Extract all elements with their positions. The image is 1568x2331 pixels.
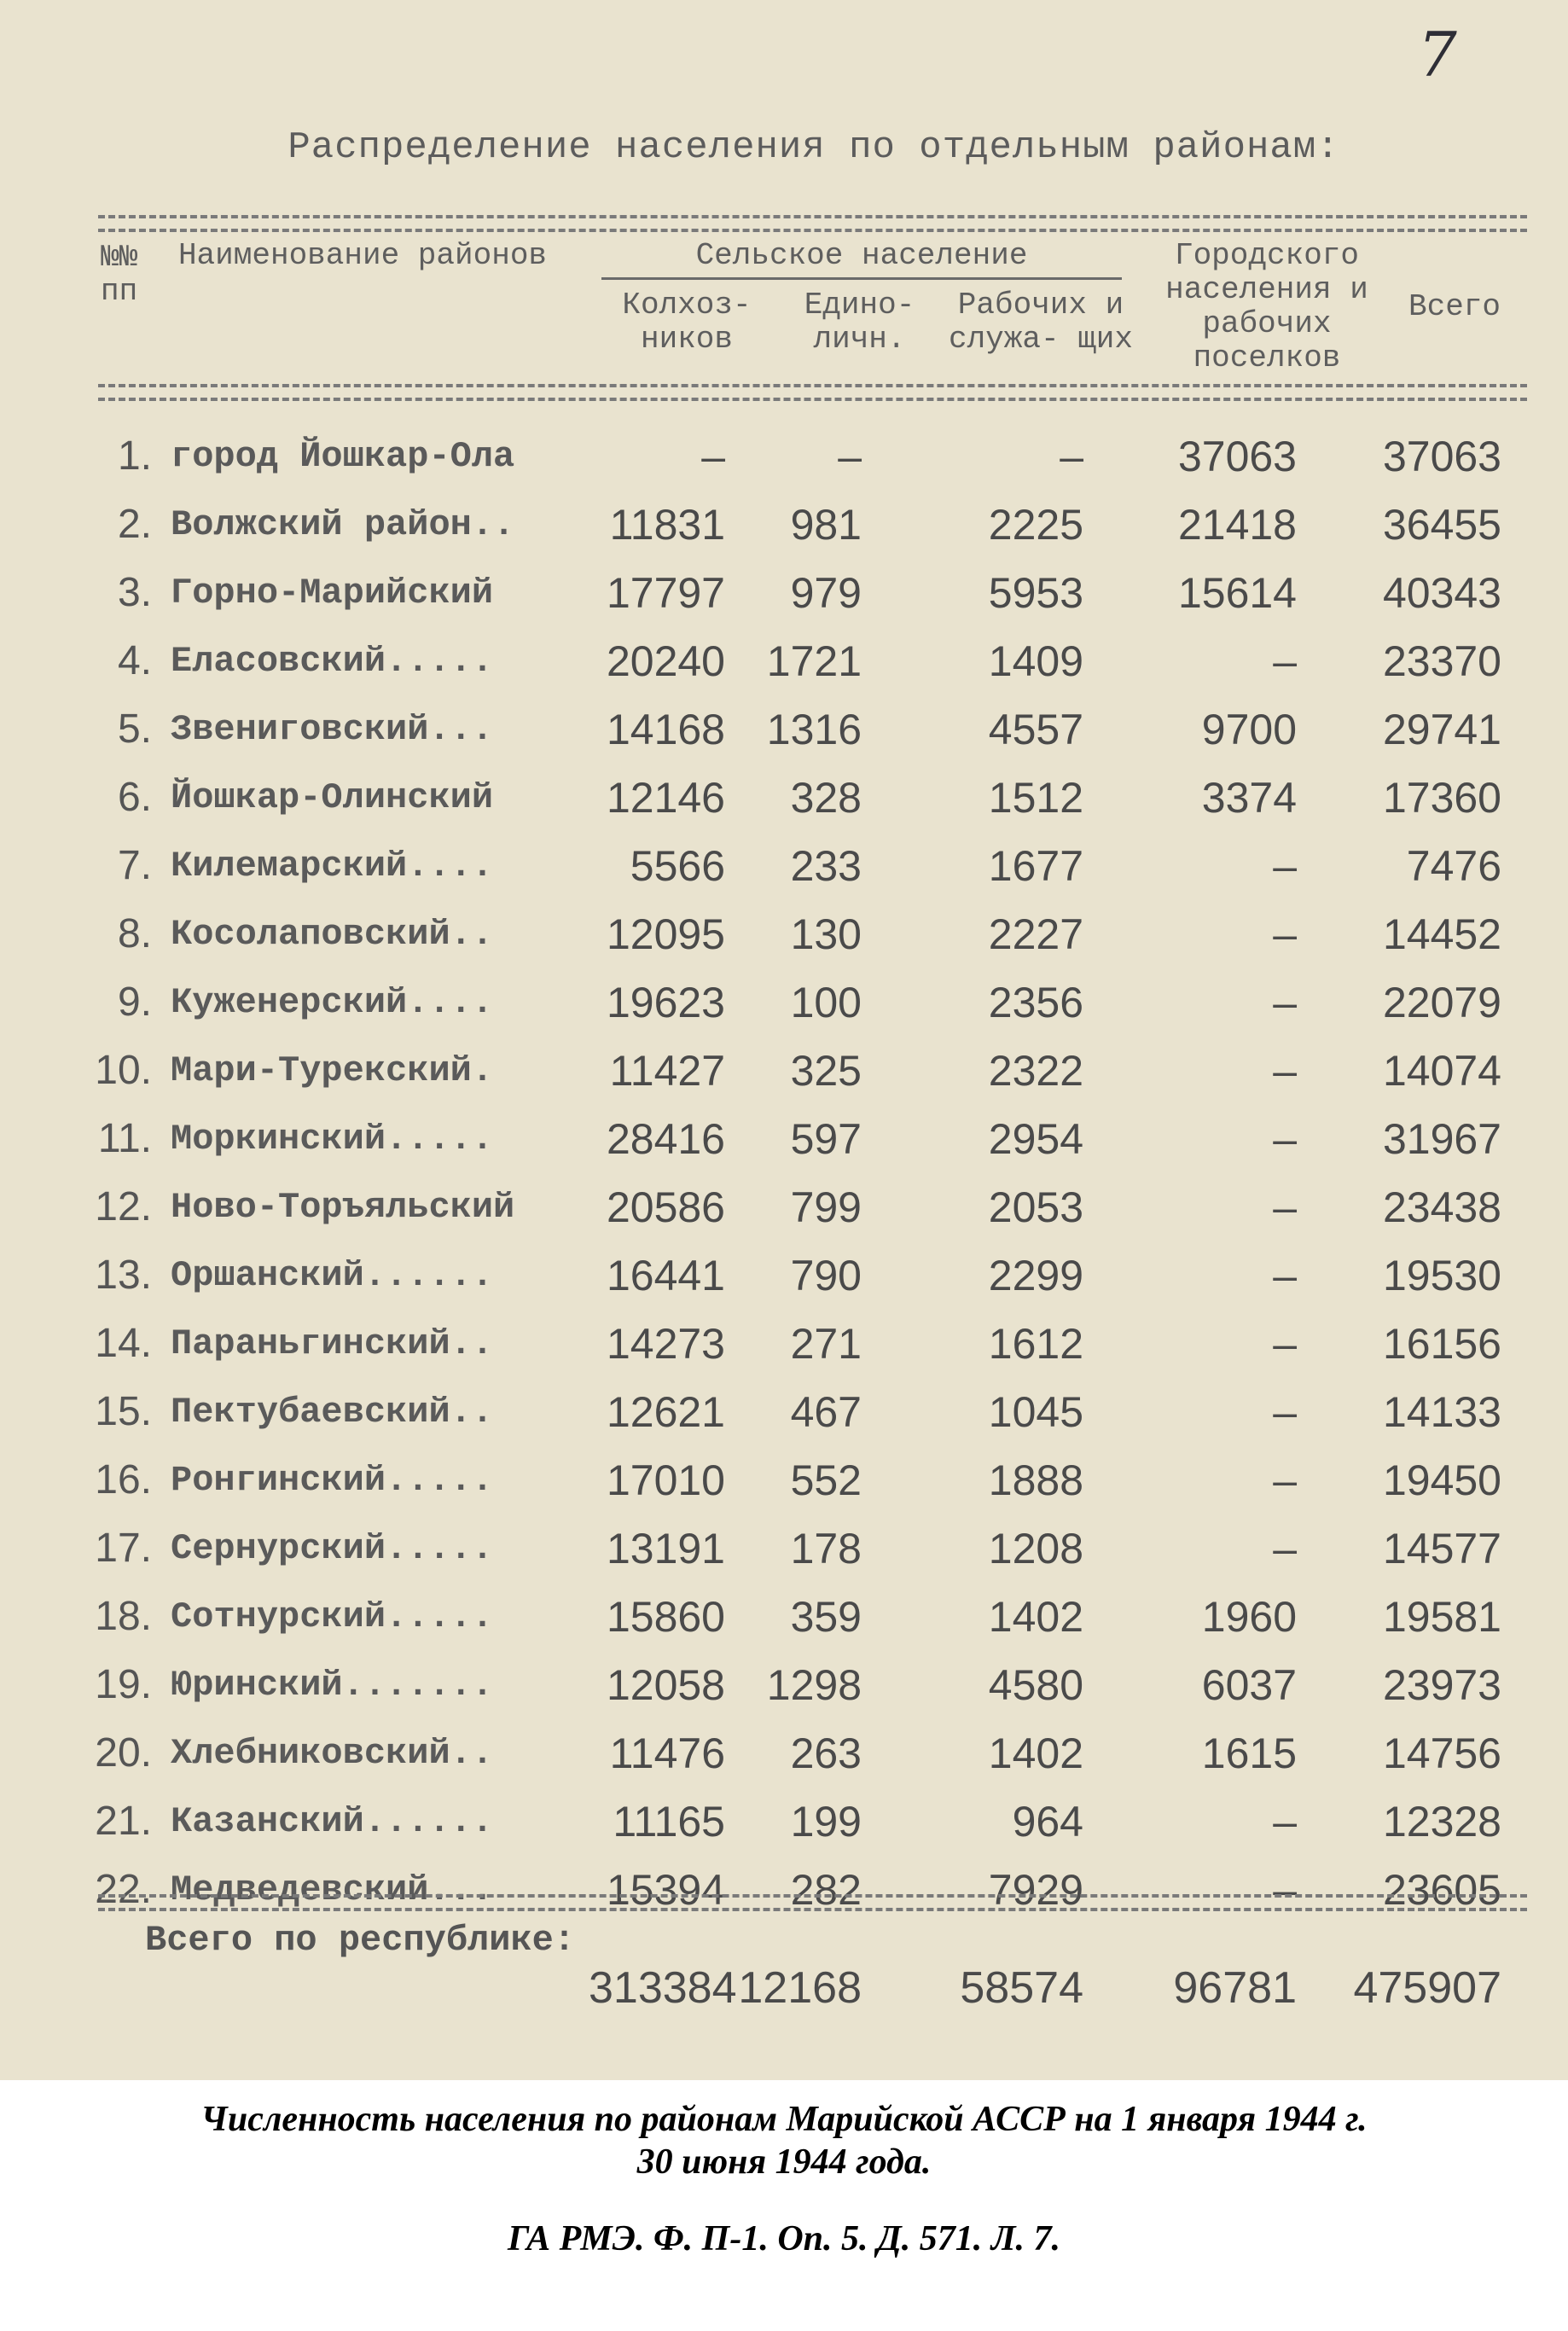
kolkhoz-value: 17797: [606, 569, 725, 617]
workers-value: 2299: [988, 1252, 1083, 1299]
district-table-body: [0, 422, 1568, 1924]
urban-value: 21418: [1177, 501, 1297, 549]
workers-value: 2954: [988, 1115, 1083, 1163]
workers-value: 1677: [988, 842, 1083, 890]
total-value: 37063: [1382, 433, 1501, 480]
row-number: 12.: [95, 1184, 152, 1229]
total-value: 23370: [1382, 637, 1501, 685]
urban-value: –: [1273, 1047, 1297, 1095]
district-name: Пектубаевский..: [171, 1392, 494, 1433]
column-header-number: №№ пп: [101, 240, 138, 309]
urban-value: –: [1273, 637, 1297, 685]
table-row: [0, 968, 1568, 1037]
workers-value: 2053: [988, 1183, 1083, 1231]
workers-value: 1402: [988, 1729, 1083, 1777]
workers-value: 2322: [988, 1047, 1083, 1095]
row-number: 4.: [117, 638, 152, 683]
urban-value: 1960: [1201, 1593, 1297, 1641]
column-header-workers: Рабочих и служа- щих: [948, 288, 1134, 357]
total-value: 31967: [1382, 1115, 1501, 1163]
individual-value: 233: [790, 842, 862, 890]
district-name: Казанский......: [171, 1801, 494, 1842]
kolkhoz-value: 28416: [606, 1115, 725, 1163]
individual-value: 178: [790, 1525, 862, 1572]
workers-value: 1409: [988, 637, 1083, 685]
urban-value: 6037: [1201, 1661, 1297, 1709]
individual-value: 979: [790, 569, 862, 617]
table-row: [0, 1241, 1568, 1310]
workers-value: 1208: [988, 1525, 1083, 1572]
district-name: Юринский.......: [171, 1665, 494, 1706]
district-name: Килемарский....: [171, 846, 494, 886]
total-value: 14074: [1382, 1047, 1501, 1095]
kolkhoz-value: 15860: [606, 1593, 725, 1641]
individual-value: 282: [790, 1866, 862, 1914]
urban-value: –: [1273, 1320, 1297, 1368]
kolkhoz-value: 17010: [606, 1456, 725, 1504]
individual-value: –: [838, 433, 862, 480]
total-value: 23605: [1382, 1866, 1501, 1914]
urban-value: –: [1273, 910, 1297, 958]
total-value: 14577: [1382, 1525, 1501, 1572]
district-name: Йошкар-Олинский: [171, 777, 494, 818]
kolkhoz-value: 11476: [609, 1729, 725, 1777]
total-value: 22079: [1382, 979, 1501, 1026]
total-value: 19530: [1382, 1252, 1501, 1299]
table-row: [0, 491, 1568, 559]
kolkhoz-value: 13191: [606, 1525, 725, 1572]
district-name: Волжский район..: [171, 504, 515, 545]
total-value: 40343: [1382, 569, 1501, 617]
row-number: 1.: [117, 433, 152, 479]
totals-rule: [98, 1894, 1527, 1911]
table-row: [0, 1514, 1568, 1583]
row-number: 8.: [117, 911, 152, 956]
row-number: 5.: [117, 706, 152, 752]
kolkhoz-value: 12621: [606, 1388, 725, 1436]
district-name: Оршанский......: [171, 1255, 494, 1296]
urban-value: –: [1273, 1866, 1297, 1914]
totals-kolkhoz: 313384: [589, 1963, 737, 2013]
district-name: город Йошкар-Ола: [171, 436, 515, 477]
total-value: 7476: [1406, 842, 1501, 890]
urban-value: –: [1273, 1525, 1297, 1572]
individual-value: 100: [790, 979, 862, 1026]
urban-value: 9700: [1201, 706, 1297, 753]
district-name: Моркинский.....: [171, 1119, 494, 1160]
workers-value: 5953: [988, 569, 1083, 617]
caption-line-1: Численность населения по районам Марийской АССР на 1 января 1944 г.: [200, 2100, 1368, 2139]
row-number: 15.: [95, 1389, 152, 1434]
individual-value: 467: [790, 1388, 862, 1436]
individual-value: 263: [790, 1729, 862, 1777]
urban-value: –: [1273, 979, 1297, 1026]
individual-value: 981: [790, 501, 862, 549]
kolkhoz-value: 20240: [606, 637, 725, 685]
row-number: 9.: [117, 979, 152, 1025]
row-number: 20.: [95, 1730, 152, 1776]
urban-value: –: [1273, 1388, 1297, 1436]
table-row: [0, 1719, 1568, 1787]
total-value: 14452: [1382, 910, 1501, 958]
kolkhoz-value: 12058: [606, 1661, 725, 1709]
total-value: 12328: [1382, 1798, 1501, 1846]
individual-value: 130: [790, 910, 862, 958]
workers-value: 2227: [988, 910, 1083, 958]
workers-value: 964: [1012, 1798, 1083, 1846]
row-number: 19.: [95, 1662, 152, 1707]
urban-value: –: [1273, 842, 1297, 890]
total-value: 36455: [1382, 501, 1501, 549]
kolkhoz-value: 15394: [606, 1866, 725, 1914]
district-name: Косолаповский..: [171, 914, 494, 955]
urban-value: 37063: [1177, 433, 1297, 480]
totals-row: [0, 1954, 1568, 2022]
district-name: Звениговский...: [171, 709, 494, 750]
urban-value: –: [1273, 1252, 1297, 1299]
table-row: [0, 1105, 1568, 1173]
workers-value: 1612: [988, 1320, 1083, 1368]
district-name: Сернурский.....: [171, 1528, 494, 1569]
district-name: Мари-Турекский.: [171, 1050, 494, 1091]
individual-value: 325: [790, 1047, 862, 1095]
page-number: 7: [1418, 19, 1457, 90]
district-name: Еласовский.....: [171, 641, 494, 682]
table-row: [0, 1787, 1568, 1856]
row-number: 17.: [95, 1526, 152, 1571]
kolkhoz-value: 12095: [606, 910, 725, 958]
kolkhoz-value: 12146: [606, 774, 725, 822]
urban-value: –: [1273, 1798, 1297, 1846]
total-value: 19581: [1382, 1593, 1501, 1641]
urban-value: –: [1273, 1115, 1297, 1163]
individual-value: 552: [790, 1456, 862, 1504]
kolkhoz-value: 14273: [606, 1320, 725, 1368]
kolkhoz-value: 14168: [606, 706, 725, 753]
workers-value: 2225: [988, 501, 1083, 549]
caption-line-2: 30 июня 1944 года.: [636, 2142, 932, 2182]
table-row: [0, 1378, 1568, 1446]
column-header-individual: Едино- личн.: [804, 288, 915, 357]
totals-label: Всего по республике:: [145, 1920, 576, 1961]
kolkhoz-value: 11427: [609, 1047, 725, 1095]
total-value: 23438: [1382, 1183, 1501, 1231]
header-top-rule: [98, 215, 1527, 232]
kolkhoz-value: 5566: [630, 842, 725, 890]
header-bottom-rule: [98, 384, 1527, 401]
kolkhoz-value: 19623: [606, 979, 725, 1026]
district-name: Ронгинский.....: [171, 1460, 494, 1501]
table-row: [0, 559, 1568, 627]
row-number: 21.: [95, 1799, 152, 1844]
workers-value: 1888: [988, 1456, 1083, 1504]
total-value: 17360: [1382, 774, 1501, 822]
totals-total: 475907: [1353, 1963, 1501, 2013]
table-row: [0, 1856, 1568, 1924]
workers-value: 7929: [988, 1866, 1083, 1914]
table-row: [0, 695, 1568, 764]
row-number: 13.: [95, 1253, 152, 1298]
row-number: 18.: [95, 1594, 152, 1639]
row-number: 22.: [95, 1867, 152, 1912]
row-number: 10.: [95, 1048, 152, 1093]
individual-value: 790: [790, 1252, 862, 1299]
district-name: Сотнурский.....: [171, 1596, 494, 1637]
table-row: [0, 1173, 1568, 1241]
individual-value: 271: [790, 1320, 862, 1368]
table-row: [0, 422, 1568, 491]
district-name: Медведевский...: [171, 1869, 494, 1910]
total-value: 19450: [1382, 1456, 1501, 1504]
kolkhoz-value: 16441: [606, 1252, 725, 1299]
total-value: 14756: [1382, 1729, 1501, 1777]
workers-value: –: [1060, 433, 1083, 480]
caption-source: ГА РМЭ. Ф. П-1. Оп. 5. Д. 571. Л. 7.: [507, 2219, 1061, 2258]
kolkhoz-value: 11831: [609, 501, 725, 549]
column-header-rural-population: Сельское население: [695, 238, 1028, 273]
district-name: Горно-Марийский: [171, 573, 494, 613]
row-number: 6.: [117, 775, 152, 820]
totals-workers: 58574: [960, 1963, 1083, 2013]
table-row: [0, 627, 1568, 695]
total-value: 23973: [1382, 1661, 1501, 1709]
urban-value: –: [1273, 1456, 1297, 1504]
urban-value: 1615: [1201, 1729, 1297, 1777]
column-header-urban-population: Городского населения и рабочих поселков: [1165, 238, 1368, 375]
table-row: [0, 1583, 1568, 1651]
table-row: [0, 1446, 1568, 1514]
workers-value: 1512: [988, 774, 1083, 822]
row-number: 11.: [97, 1116, 152, 1161]
urban-value: 15614: [1177, 569, 1297, 617]
table-row: [0, 1037, 1568, 1105]
individual-value: 1316: [766, 706, 862, 753]
workers-value: 1045: [988, 1388, 1083, 1436]
row-number: 7.: [117, 843, 152, 888]
rural-header-underline: [601, 277, 1122, 280]
district-name: Параньгинский..: [171, 1323, 494, 1364]
individual-value: 359: [790, 1593, 862, 1641]
workers-value: 1402: [988, 1593, 1083, 1641]
row-number: 2.: [117, 502, 152, 547]
kolkhoz-value: 20586: [606, 1183, 725, 1231]
district-name: Ново-Торъяльский: [171, 1187, 515, 1228]
totals-urban: 96781: [1173, 1963, 1297, 2013]
totals-individual: 12168: [738, 1963, 862, 2013]
total-value: 14133: [1382, 1388, 1501, 1436]
row-number: 3.: [117, 570, 152, 615]
district-name: Хлебниковский..: [171, 1733, 494, 1774]
column-header-district-name: Наименование районов: [177, 238, 548, 273]
individual-value: 1721: [766, 637, 862, 685]
workers-value: 2356: [988, 979, 1083, 1026]
individual-value: 799: [790, 1183, 862, 1231]
individual-value: 199: [790, 1798, 862, 1846]
document-title: Распределение населения по отдельным районам:: [287, 126, 1340, 169]
column-header-total: Всего: [1408, 289, 1501, 324]
individual-value: 597: [790, 1115, 862, 1163]
total-value: 29741: [1382, 706, 1501, 753]
row-number: 14.: [95, 1321, 152, 1366]
total-value: 16156: [1382, 1320, 1501, 1368]
urban-value: 3374: [1201, 774, 1297, 822]
table-row: [0, 1310, 1568, 1378]
urban-value: –: [1273, 1183, 1297, 1231]
district-name: Куженерский....: [171, 982, 494, 1023]
kolkhoz-value: 11165: [613, 1798, 725, 1846]
row-number: 16.: [95, 1457, 152, 1503]
kolkhoz-value: –: [701, 433, 725, 480]
individual-value: 328: [790, 774, 862, 822]
table-row: [0, 832, 1568, 900]
column-header-kolkhoz: Колхоз- ников: [622, 288, 752, 357]
workers-value: 4557: [988, 706, 1083, 753]
workers-value: 4580: [988, 1661, 1083, 1709]
table-row: [0, 1651, 1568, 1719]
table-row: [0, 764, 1568, 832]
table-row: [0, 900, 1568, 968]
individual-value: 1298: [766, 1661, 862, 1709]
